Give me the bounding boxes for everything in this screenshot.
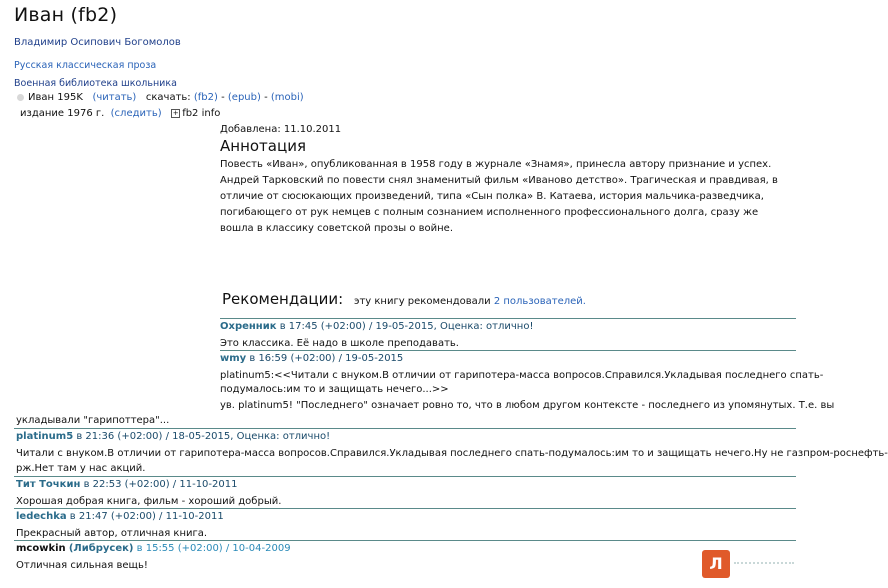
comment-text: Отличная сильная вещь! xyxy=(16,560,148,571)
divider xyxy=(220,318,796,319)
read-link[interactable]: (читать) xyxy=(92,92,137,103)
recommendations-prefix: эту книгу рекомендовали xyxy=(353,296,491,307)
edition-line xyxy=(20,108,220,119)
comment-text-line: укладывали "гарипоттера"... xyxy=(16,415,170,426)
comment-text-line: Читали с внуком.В отличии от гарипотера-масса вопросов.Справился.Укладывая последнего спать-подумалось:им то и защищать нечего.Ну не газпром-роснефть- xyxy=(16,448,888,459)
comment-user-link[interactable]: platinum5 xyxy=(16,431,74,442)
comment-user-link[interactable]: Тит Точкин xyxy=(16,479,81,490)
recommendations-count xyxy=(354,296,586,307)
divider xyxy=(14,540,796,541)
divider xyxy=(220,350,796,351)
comment-text: Хорошая добрая книга, фильм - хороший добрый. xyxy=(16,496,282,507)
recommendations-heading xyxy=(222,290,586,308)
comment-header xyxy=(16,431,330,442)
annotation-text: Повесть «Иван», опубликованная в 1958 году в журнале «Знамя», принесла автору признание и успех. Андрей Тарковский по повести снял знаменитый фильм «Иваново детство». Трагическая и правдивая, в отличие от сюсюкающих произведений, типа «Сын полка» В. Катаева, история мальчика-разведчика, погибающего от рук немцев с полным сознанием исполненного профессионального долга, сразу же вошла в классику советской прозы о войне. xyxy=(220,159,778,234)
fb2-info-toggle[interactable]: fb2 info xyxy=(182,108,221,119)
comment-meta: в 16:59 (+02:00) / 19-05-2015 xyxy=(249,353,404,364)
comment-header xyxy=(220,353,403,364)
watermark xyxy=(734,562,794,574)
comment-user-link[interactable]: wmy xyxy=(220,353,247,364)
added-date: Добавлена: 11.10.2011 xyxy=(220,124,342,135)
divider xyxy=(14,428,796,429)
comment-user-link[interactable]: Охренник xyxy=(220,321,277,332)
annotation-heading: Аннотация xyxy=(220,137,306,155)
separator: - xyxy=(264,92,268,103)
comment-text-line: platinum5:<<Читали с внуком.В отличии от гарипотера-масса вопросов.Справился.Укладывая последнего спать- xyxy=(220,370,824,381)
comment-text-line: ув. platinum5! "Последнего" означает ровно то, что в любом другом контексте - последнего из упомянутых. Т.е. вы xyxy=(220,400,835,411)
file-size: 195K xyxy=(57,92,83,103)
status-dot-icon xyxy=(17,94,24,101)
comment-meta: в 17:45 (+02:00) / 19-05-2015, Оценка: отлично! xyxy=(279,321,534,332)
comment-header xyxy=(16,479,237,490)
comment-meta-link[interactable]: в 15:55 (+02:00) / 10-04-2009 xyxy=(136,543,291,554)
genre-link[interactable]: Русская классическая проза xyxy=(14,60,157,71)
site-logo: Л xyxy=(702,550,730,578)
download-epub-link[interactable]: (epub) xyxy=(227,92,261,103)
comment-meta: в 22:53 (+02:00) / 11-10-2011 xyxy=(83,479,238,490)
download-mobi-link[interactable]: (mobi) xyxy=(270,92,304,103)
comment-text-line: рж.Нет там у нас акций. xyxy=(16,463,146,474)
series-link[interactable]: Военная библиотека школьника xyxy=(14,78,177,89)
divider xyxy=(14,476,796,477)
comment-user: mcowkin xyxy=(16,543,66,554)
page-title: Иван (fb2) xyxy=(14,4,118,26)
download-fb2-link[interactable]: (fb2) xyxy=(193,92,218,103)
expand-plus-icon[interactable]: + xyxy=(172,108,179,117)
comment-text: Прекрасный автор, отличная книга. xyxy=(16,528,208,539)
author-link[interactable]: Владимир Осипович Богомолов xyxy=(14,37,181,48)
comment-source-link[interactable]: (Либрусек) xyxy=(68,543,134,554)
comment-text-line: подумалось:им то и защищать нечего...>> xyxy=(220,384,449,395)
separator: - xyxy=(221,92,225,103)
comment-meta: в 21:36 (+02:00) / 18-05-2015, Оценка: отлично! xyxy=(76,431,331,442)
recommenders-link[interactable]: 2 пользователей. xyxy=(493,296,586,307)
download-label: скачать: xyxy=(145,92,191,103)
comment-meta: в 21:47 (+02:00) / 11-10-2011 xyxy=(69,511,224,522)
divider xyxy=(14,508,796,509)
comment-header xyxy=(16,511,224,522)
comment-header xyxy=(220,321,533,332)
comment-text: Это классика. Её надо в школе преподавать. xyxy=(220,338,459,349)
recommendations-title: Рекомендации: xyxy=(222,290,344,308)
edition-year: издание 1976 г. xyxy=(20,108,105,119)
comment-header xyxy=(16,543,291,554)
comment-user-link[interactable]: ledechka xyxy=(16,511,67,522)
file-title: Иван xyxy=(28,92,55,103)
file-line xyxy=(17,92,304,103)
follow-link[interactable]: (следить) xyxy=(110,108,162,119)
